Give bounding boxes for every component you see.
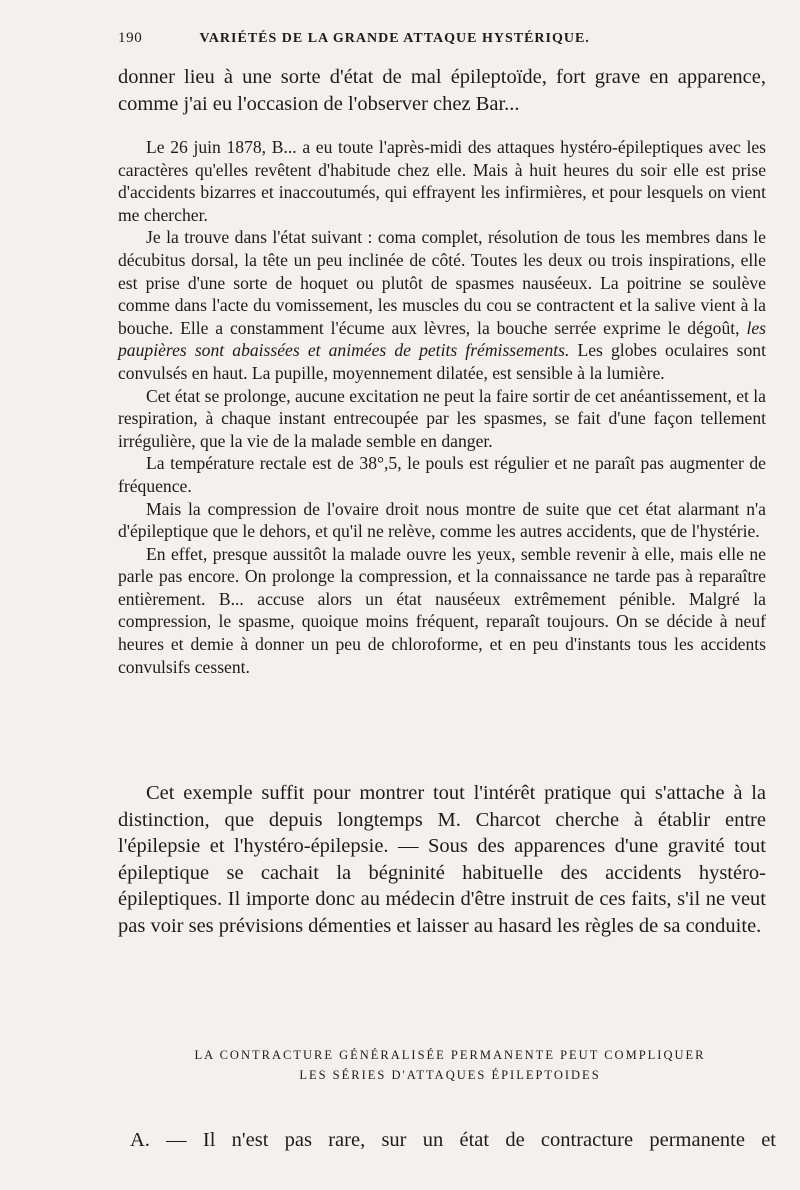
section-heading-line: LA CONTRACTURE GÉNÉRALISÉE PERMANENTE PEUT COMPLIQUER	[194, 1048, 706, 1062]
section-heading-line: LES SÉRIES D'ATTAQUES ÉPILEPTOIDES	[299, 1068, 601, 1082]
conclusion-paragraph: Cet exemple suffit pour montrer tout l'intérêt pratique qui s'attache à la distinction, que depuis longtemps M. Charcot cherche à établir entre l'épilepsie et l'hystéro-épilepsie. — Sous des apparences d'une gravité tout épileptique se cachait la bégninité habituelle des accidents hystéro-épileptiques. Il importe donc au médecin d'être instruit de ces faits, s'il ne veut pas voir ses prévisions démenties et laisser au hasard les règles de sa conduite.	[118, 782, 766, 937]
italic-emphasis: les paupières sont abaissées et animées de petits frémissements.	[118, 317, 766, 361]
running-title: VARIÉTÉS DE LA GRANDE ATTAQUE HYSTÉRIQUE.	[199, 31, 590, 46]
case-paragraph: Mais la compression de l'ovaire droit nous montre de suite que cet état alarmant n'a d'épileptique que le dehors, et qu'il ne relève, comme les autres accidents, que de l'hystérie.	[118, 498, 766, 542]
intro-paragraph: donner lieu à une sorte d'état de mal épileptoïde, fort grave en apparence, comme j'ai eu l'occasion de l'observer chez Bar...	[118, 66, 766, 115]
page-number: 190	[118, 30, 143, 46]
case-paragraph: La température rectale est de 38°,5, le pouls est régulier et ne paraît pas augmenter de fréquence.	[118, 453, 766, 496]
case-paragraph: Je la trouve dans l'état suivant : coma complet, résolution de tous les membres dans le décubitus dorsal, la tête un peu inclinée de côté. Toutes les deux ou trois inspirations, elle est prise d'une sorte de hoquet ou plutôt de spasmes nauséeux. La poitrine se soulève comme dans l'acte du vomissement, les muscles du cou se contractent et la salive vient à la bouche. Elle a constamment l'écume aux lèvres, la bouche serrée exprime le dégoût, les paupières sont abaissées et animées de petits frémissements. Les globes oculaires sont convulsés en haut. La pupille, moyennement dilatée, est sensible à la lumière.	[118, 227, 766, 383]
case-paragraph: Cet état se prolonge, aucune excitation ne peut la faire sortir de cet anéantissement, et la respiration, à chaque instant entrecoupée par les spasmes, se fait d'une façon tellement irrégulière, que la vie de la malade semble en danger.	[118, 385, 766, 451]
case-paragraph: En effet, presque aussitôt la malade ouvre les yeux, semble revenir à elle, mais elle ne parle pas encore. On prolonge la compression, et la connaissance ne tarde pas à reparaître entièrement. B... accuse alors un état nauséeux extrêmement pénible. Malgré la compression, le spasme, quoique moins fréquent, reparaît toujours. On se décide à neuf heures et demie à donner un peu de chloroforme, et en peu d'instants tous les accidents convulsifs cessent.	[118, 543, 766, 677]
final-line: A. — Il n'est pas rare, sur un état de contracture permanente et	[130, 1129, 776, 1151]
section-heading	[150, 1045, 750, 1085]
case-paragraph: Le 26 juin 1878, B... a eu toute l'après-midi des attaques hystéro-épileptiques avec les caractères qu'elles revêtent d'habitude chez elle. Mais à huit heures du soir elle est prise d'accidents bizarres et inaccoutumés, qui effrayent les infirmières, et pour lesquels on vient me chercher.	[118, 137, 766, 225]
case-observation	[118, 136, 766, 678]
running-header	[118, 30, 648, 47]
